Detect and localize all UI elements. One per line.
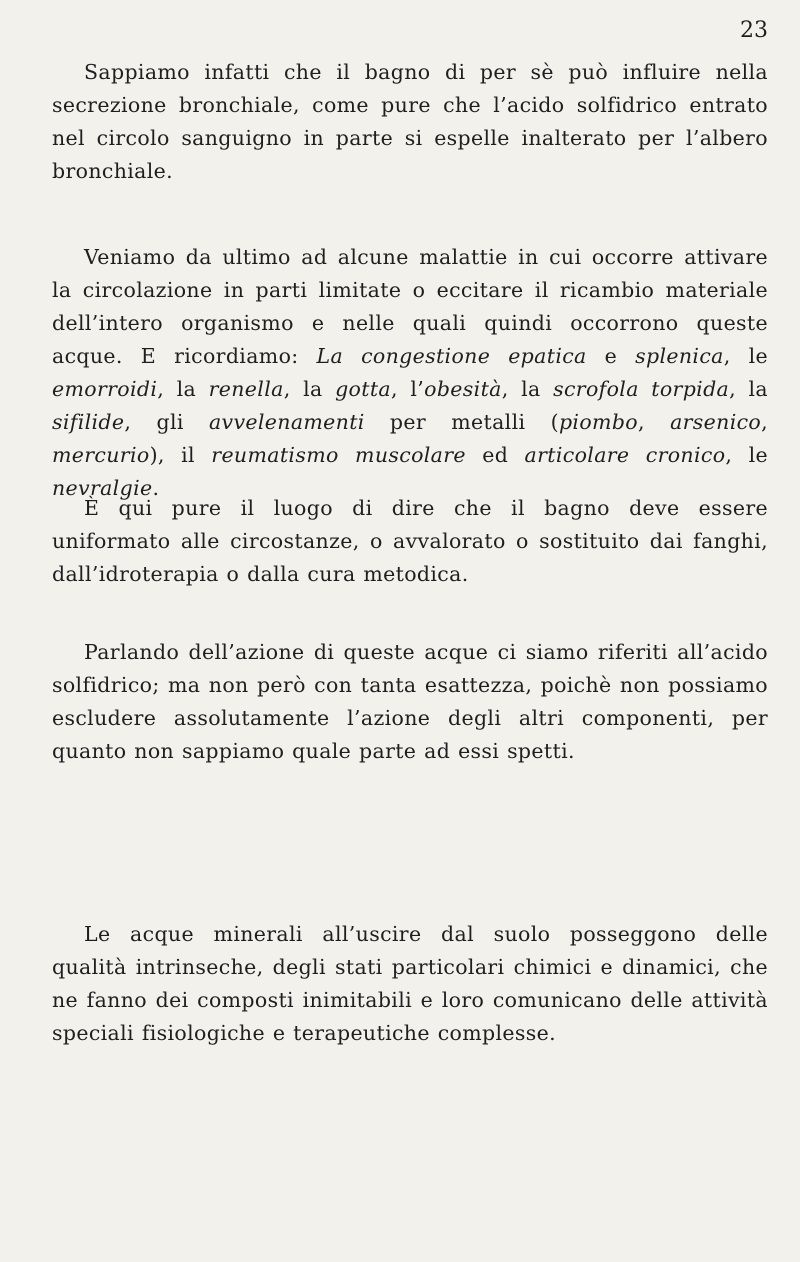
text-run: ), il [149, 443, 212, 467]
text-run: , le [725, 443, 769, 467]
paragraph-3 [52, 492, 768, 591]
italic-term: reumatismo muscolare [211, 443, 466, 467]
text-run: , la [501, 377, 554, 401]
italic-term: mercurio [52, 443, 150, 467]
italic-term: obesità [424, 377, 502, 401]
text-run: , la [729, 377, 768, 401]
text-run: per metalli ( [364, 410, 559, 434]
text-run: . [152, 476, 160, 500]
italic-term: emorroidi [52, 377, 158, 401]
text-run: Le acque minerali all’uscire dal suolo posseggono delle qualità intrinseche, degli stati particolari chimici e dinamici, che ne fanno dei composti inimitabili e loro comunicano delle attività speciali fisiologiche e terapeutiche complesse. [52, 922, 768, 1045]
text-run: Veniamo da ultimo ad alcune malattie in cui occorre attivare la circolazione in parti limitate o eccitare il ricambio materiale dell’intero organismo e nelle quali quindi occorrono queste acque. E ricordiamo: [52, 245, 768, 368]
text-run: Sappiamo infatti che il bagno di per sè può influire nella secrezione bronchiale, come pure che l’acido solfidrico entrato nel circolo sanguigno in parte si espelle inalterato per l’albero bronchiale. [52, 60, 768, 183]
italic-term: sifilide [52, 410, 125, 434]
italic-term: renella [208, 377, 284, 401]
italic-term: gotta [335, 377, 391, 401]
paragraph-5 [52, 918, 768, 1050]
text-run: e [586, 344, 636, 368]
italic-term: piombo [558, 410, 638, 434]
text-run: , la [157, 377, 209, 401]
text-run: È qui pure il luogo di dire che il bagno deve essere uniformato alle circostanze, o avvalorato o sostituito dai fanghi, dall’idroterapia o dalla cura metodica. [52, 496, 768, 586]
italic-term: splenica [635, 344, 724, 368]
text-run: , le [723, 344, 768, 368]
paragraph-1 [52, 56, 768, 188]
italic-term: nevralgie [52, 476, 153, 500]
text-run: , l’ [390, 377, 425, 401]
paragraph-2 [52, 241, 768, 505]
paragraph-4 [52, 636, 768, 768]
text-run: , la [283, 377, 336, 401]
text-run: ed [465, 443, 525, 467]
text-run: , gli [124, 410, 209, 434]
italic-term: scrofola torpida [553, 377, 730, 401]
page-number: 23 [740, 18, 768, 43]
text-run: , [637, 410, 671, 434]
text-run: , [761, 410, 768, 434]
italic-term: arsenico [670, 410, 762, 434]
italic-term: avvelenamenti [208, 410, 365, 434]
italic-term: La congestione epatica [316, 344, 587, 368]
italic-term: articolare cronico [524, 443, 726, 467]
text-run: Parlando dell’azione di queste acque ci siamo riferiti all’acido solfidrico; ma non però con tanta esattezza, poichè non possiamo escludere assolutamente l’azione degli altri componenti, per quanto non sappiamo quale parte ad essi spetti. [52, 640, 768, 763]
